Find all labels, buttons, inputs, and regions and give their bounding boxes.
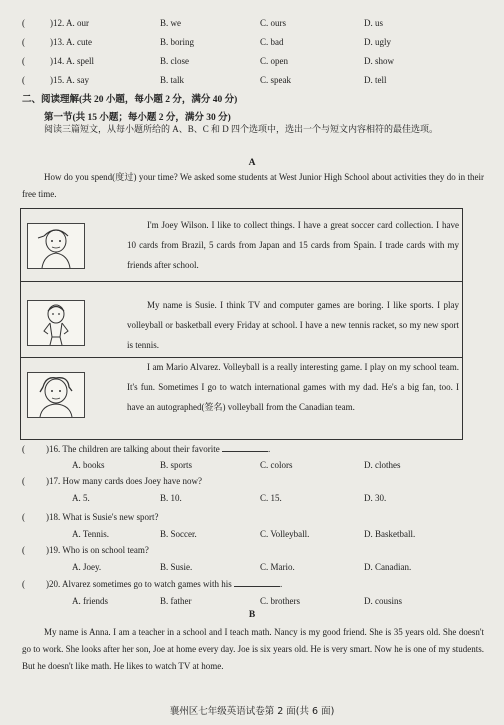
- option-d: D. Basketball.: [364, 529, 416, 539]
- joey-portrait: [27, 223, 85, 269]
- passage-b-text: My name is Anna. I am a teacher in a school and I teach math. Nancy is my good friend. She is 35 years old. She doesn't go to work. She looks after her son, Joe at home every day. Joe is six years old. He is very smart. Now he is one of my students. But he doesn't like math. He likes to watch TV at home.: [22, 627, 484, 671]
- option-d: D. cousins: [364, 596, 402, 606]
- option-a: A. Joey.: [72, 562, 102, 572]
- question-17-options: [0, 491, 504, 505]
- option-d: D. Canadian.: [364, 562, 412, 572]
- option-d: D. show: [364, 56, 395, 66]
- answer-paren[interactable]: (: [22, 37, 25, 47]
- question-19: [0, 543, 504, 557]
- question-stem: )18. What is Susie's new sport?: [46, 512, 159, 522]
- question-18-options: [0, 527, 504, 541]
- profiles-table: [20, 208, 463, 440]
- option-b: B. father: [160, 596, 192, 606]
- joey-text: I'm Joey Wilson. I like to collect things. I have a great soccer card collection. I have 10 cards from Brazil, 5 cards from Japan and 15 cards from Spain. I trade cards with my friends after school.: [127, 220, 459, 270]
- profile-divider: [20, 357, 463, 358]
- option-b: B. sports: [160, 460, 193, 470]
- option-c: C. 15.: [260, 493, 282, 503]
- answer-paren[interactable]: (: [22, 18, 25, 28]
- question-stem: )20. Alvarez sometimes go to watch games with his: [46, 579, 232, 589]
- question-16-options: [0, 458, 504, 472]
- passage-a-label: A: [248, 158, 256, 168]
- option-a: A. friends: [72, 596, 108, 606]
- question-number-option-a: )13. A. cute: [50, 37, 92, 47]
- passage-a-intro: How do you spend(度过) your time? We asked some students at West Junior High School about activities they do in their free time.: [22, 172, 484, 199]
- question-13: [0, 35, 504, 49]
- option-a: A. Tennis.: [72, 529, 109, 539]
- option-d: D. clothes: [364, 460, 401, 470]
- option-d: D. tell: [364, 75, 387, 85]
- passage-b-label: B: [248, 610, 256, 620]
- option-c: C. Volleyball.: [260, 529, 310, 539]
- question-number-option-a: )15. A. say: [50, 75, 89, 85]
- option-c: C. speak: [260, 75, 291, 85]
- option-c: C. ours: [260, 18, 287, 28]
- option-b: B. talk: [160, 75, 184, 85]
- option-b: B. boring: [160, 37, 195, 47]
- question-stem: )16. The children are talking about their favorite: [46, 444, 220, 454]
- option-c: C. Mario.: [260, 562, 295, 572]
- option-a: A. 5.: [72, 493, 90, 503]
- answer-paren[interactable]: (: [22, 444, 25, 454]
- question-20: ( )20. Alvarez sometimes go to watch games with his .: [22, 579, 283, 589]
- answer-paren[interactable]: (: [22, 512, 25, 522]
- answer-paren[interactable]: (: [22, 56, 25, 66]
- question-16: ( )16. The children are talking about their favorite .: [22, 444, 271, 454]
- question-18: [0, 510, 504, 524]
- option-b: B. Susie.: [160, 562, 193, 572]
- question-19-options: [0, 560, 504, 574]
- question-number-option-a: )14. A. spell: [50, 56, 94, 66]
- question-17: [0, 474, 504, 488]
- part-1-title: 第一节(共 15 小题；每小题 2 分，满分 30 分): [44, 113, 231, 123]
- answer-paren[interactable]: (: [22, 75, 25, 85]
- question-15: [0, 73, 504, 87]
- option-d: D. ugly: [364, 37, 391, 47]
- option-a: A. books: [72, 460, 105, 470]
- answer-paren[interactable]: (: [22, 579, 25, 589]
- option-b: B. 10.: [160, 493, 182, 503]
- option-d: D. us: [364, 18, 384, 28]
- option-c: C. colors: [260, 460, 293, 470]
- option-b: B. close: [160, 56, 189, 66]
- page-footer: 襄州区七年级英语试卷第 2 面(共 6 面): [169, 706, 335, 717]
- profile-divider: [20, 281, 463, 282]
- answer-paren[interactable]: (: [22, 476, 25, 486]
- susie-portrait: [27, 300, 85, 346]
- question-14: [0, 54, 504, 68]
- question-20-options: [0, 594, 504, 608]
- mario-portrait: [27, 372, 85, 418]
- answer-paren[interactable]: (: [22, 545, 25, 555]
- question-12: [0, 16, 504, 30]
- question-stem: )17. How many cards does Joey have now?: [46, 476, 202, 486]
- option-d: D. 30.: [364, 493, 387, 503]
- answer-blank[interactable]: [234, 577, 280, 587]
- option-c: C. open: [260, 56, 288, 66]
- mario-text: I am Mario Alvarez. Volleyball is a really interesting game. I play on my school team. It's fun. Sometimes I go to watch international games with my dad. He's a big fan, too. I have an autographed(签名) volleyball from the Canadian team.: [127, 362, 459, 412]
- instructions: 阅读三篇短文，从每小题所给的 A、B、C 和 D 四个选项中，选出一个与短文内容相符的最佳选项。: [44, 124, 439, 134]
- option-c: C. bad: [260, 37, 284, 47]
- answer-blank[interactable]: [222, 442, 268, 452]
- question-stem: )19. Who is on school team?: [46, 545, 149, 555]
- option-b: B. Soccer.: [160, 529, 197, 539]
- option-c: C. brothers: [260, 596, 300, 606]
- option-b: B. we: [160, 18, 181, 28]
- section-2-title: 二、阅读理解(共 20 小题，每小题 2 分，满分 40 分): [22, 95, 238, 105]
- question-number-option-a: )12. A. our: [50, 18, 89, 28]
- susie-text: My name is Susie. I think TV and computer games are boring. I like sports. I play volleyball or basketball every Friday at school. I have a new tennis racket, so my new sport is tennis.: [127, 300, 459, 350]
